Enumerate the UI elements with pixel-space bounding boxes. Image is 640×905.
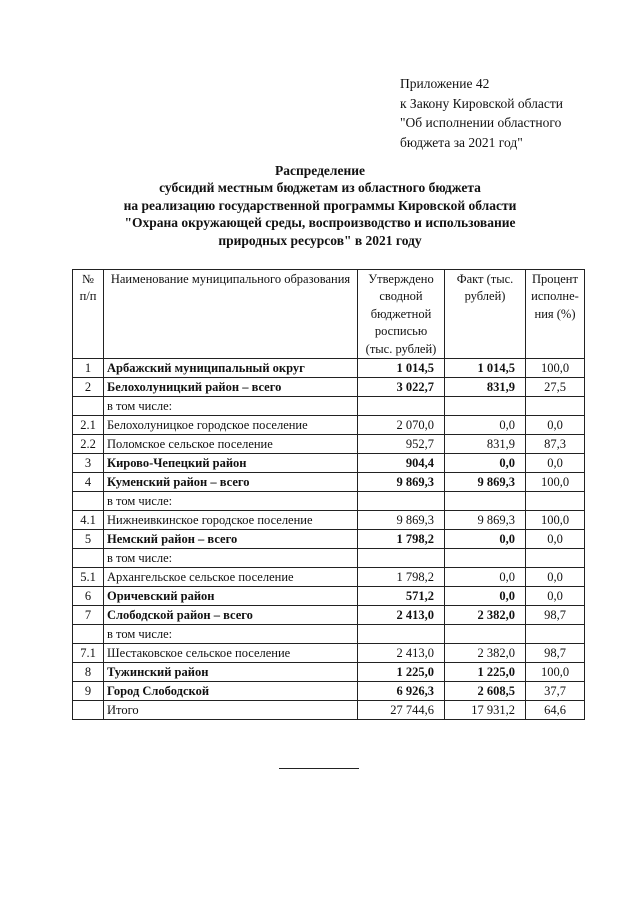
- row-percent-cell: 27,5: [526, 378, 585, 397]
- row-fact-cell: 0,0: [445, 416, 526, 435]
- row-num-cell: 5: [73, 530, 104, 549]
- row-fact-cell: 2 382,0: [445, 606, 526, 625]
- header-percent: Процент исполне-ния (%): [526, 270, 585, 359]
- row-num-cell: [73, 625, 104, 644]
- appendix-line: Приложение 42: [400, 76, 490, 91]
- row-approved-cell: 27 744,6: [358, 701, 445, 720]
- row-num-cell: 7.1: [73, 644, 104, 663]
- row-approved-cell: 1 798,2: [358, 568, 445, 587]
- title-line: природных ресурсов" в 2021 году: [218, 232, 422, 248]
- row-fact-cell: 831,9: [445, 435, 526, 454]
- row-name-cell: в том числе:: [104, 397, 358, 416]
- row-approved-cell: 904,4: [358, 454, 445, 473]
- header-name: Наименование муниципального образования: [104, 270, 358, 359]
- row-percent-cell: 0,0: [526, 530, 585, 549]
- table-row: [73, 416, 585, 435]
- row-approved-cell: [358, 492, 445, 511]
- title-line: на реализацию государственной программы Кировской области: [123, 197, 517, 213]
- bottom-rule: [279, 768, 359, 769]
- table-row: [73, 644, 585, 663]
- row-approved-cell: 2 413,0: [358, 606, 445, 625]
- row-percent-cell: 98,7: [526, 606, 585, 625]
- row-percent-cell: 87,3: [526, 435, 585, 454]
- row-percent-cell: 100,0: [526, 663, 585, 682]
- row-fact-cell: [445, 625, 526, 644]
- row-name-cell: Куменский район – всего: [104, 473, 358, 492]
- row-percent-cell: 0,0: [526, 587, 585, 606]
- row-fact-cell: 0,0: [445, 454, 526, 473]
- appendix-line: бюджета за 2021 год": [400, 134, 523, 150]
- row-num-cell: [73, 549, 104, 568]
- row-percent-cell: [526, 625, 585, 644]
- table-row: [73, 663, 585, 682]
- row-num-cell: 1: [73, 359, 104, 378]
- row-approved-cell: [358, 397, 445, 416]
- row-name-cell: Тужинский район: [104, 663, 358, 682]
- row-num-cell: 4: [73, 473, 104, 492]
- row-fact-cell: 9 869,3: [445, 473, 526, 492]
- row-num-cell: [73, 397, 104, 416]
- row-name-cell: Арбажский муниципальный округ: [104, 359, 358, 378]
- row-num-cell: 9: [73, 682, 104, 701]
- row-fact-cell: 17 931,2: [445, 701, 526, 720]
- table-row: [73, 701, 585, 720]
- table-row: [73, 359, 585, 378]
- row-name-cell: Слободской район – всего: [104, 606, 358, 625]
- header-num: № п/п: [73, 270, 104, 359]
- row-num-cell: 8: [73, 663, 104, 682]
- appendix-block: [400, 74, 563, 152]
- row-num-cell: 2.1: [73, 416, 104, 435]
- row-percent-cell: [526, 492, 585, 511]
- row-percent-cell: 100,0: [526, 359, 585, 378]
- title-line: "Охрана окружающей среды, воспроизводство и использование: [124, 215, 516, 231]
- table-row: [73, 397, 585, 416]
- row-num-cell: [73, 492, 104, 511]
- table-row: [73, 511, 585, 530]
- table-row: [73, 606, 585, 625]
- row-num-cell: [73, 701, 104, 720]
- appendix-line: "Об исполнении областного: [400, 115, 562, 130]
- row-name-cell: Архангельское сельское поселение: [104, 568, 358, 587]
- table-row: [73, 435, 585, 454]
- row-percent-cell: [526, 397, 585, 416]
- table-body: [73, 359, 585, 720]
- table-row: [73, 378, 585, 397]
- row-fact-cell: 0,0: [445, 568, 526, 587]
- table-row: [73, 492, 585, 511]
- row-name-cell: Шестаковское сельское поселение: [104, 644, 358, 663]
- row-fact-cell: 0,0: [445, 587, 526, 606]
- row-percent-cell: 64,6: [526, 701, 585, 720]
- table-row: [73, 454, 585, 473]
- row-name-cell: Белохолуницкое городское поселение: [104, 416, 358, 435]
- row-name-cell: Кирово-Чепецкий район: [104, 454, 358, 473]
- row-approved-cell: 1 014,5: [358, 359, 445, 378]
- row-fact-cell: 2 382,0: [445, 644, 526, 663]
- row-percent-cell: 0,0: [526, 568, 585, 587]
- table-row: [73, 625, 585, 644]
- row-name-cell: Итого: [104, 701, 358, 720]
- row-approved-cell: 1 798,2: [358, 530, 445, 549]
- row-name-cell: в том числе:: [104, 625, 358, 644]
- table-row: [73, 587, 585, 606]
- row-name-cell: Город Слободской: [104, 682, 358, 701]
- header-approved: Утверждено сводной бюджетной росписью (тыс. рублей): [358, 270, 445, 359]
- row-approved-cell: [358, 625, 445, 644]
- row-fact-cell: 2 608,5: [445, 682, 526, 701]
- row-approved-cell: 2 413,0: [358, 644, 445, 663]
- row-num-cell: 6: [73, 587, 104, 606]
- table-row: [73, 549, 585, 568]
- row-approved-cell: 9 869,3: [358, 511, 445, 530]
- row-name-cell: Нижнеивкинское городское поселение: [104, 511, 358, 530]
- row-num-cell: 3: [73, 454, 104, 473]
- row-approved-cell: 571,2: [358, 587, 445, 606]
- title-line: субсидий местным бюджетам из областного бюджета: [159, 180, 481, 196]
- table-row: [73, 568, 585, 587]
- table-row: [73, 682, 585, 701]
- row-num-cell: 4.1: [73, 511, 104, 530]
- table-row: [73, 530, 585, 549]
- row-fact-cell: 1 225,0: [445, 663, 526, 682]
- row-fact-cell: 1 014,5: [445, 359, 526, 378]
- row-percent-cell: 0,0: [526, 416, 585, 435]
- row-approved-cell: 3 022,7: [358, 378, 445, 397]
- row-name-cell: Оричевский район: [104, 587, 358, 606]
- row-num-cell: 2: [73, 378, 104, 397]
- row-num-cell: 2.2: [73, 435, 104, 454]
- row-percent-cell: [526, 549, 585, 568]
- row-fact-cell: 0,0: [445, 530, 526, 549]
- row-percent-cell: 37,7: [526, 682, 585, 701]
- row-approved-cell: 1 225,0: [358, 663, 445, 682]
- appendix-line: к Закону Кировской области: [400, 95, 564, 111]
- table-header-row: [73, 270, 585, 359]
- row-fact-cell: 831,9: [445, 378, 526, 397]
- row-name-cell: Немский район – всего: [104, 530, 358, 549]
- row-percent-cell: 100,0: [526, 473, 585, 492]
- title-line: Распределение: [274, 163, 366, 178]
- row-approved-cell: 2 070,0: [358, 416, 445, 435]
- subsidy-table: [72, 269, 585, 720]
- row-name-cell: Белохолуницкий район – всего: [104, 378, 358, 397]
- row-approved-cell: [358, 549, 445, 568]
- row-approved-cell: 6 926,3: [358, 682, 445, 701]
- row-num-cell: 7: [73, 606, 104, 625]
- row-approved-cell: 9 869,3: [358, 473, 445, 492]
- header-fact: Факт (тыс. рублей): [445, 270, 526, 359]
- row-percent-cell: 100,0: [526, 511, 585, 530]
- row-fact-cell: [445, 492, 526, 511]
- row-name-cell: в том числе:: [104, 492, 358, 511]
- row-num-cell: 5.1: [73, 568, 104, 587]
- row-percent-cell: 0,0: [526, 454, 585, 473]
- row-name-cell: Поломское сельское поселение: [104, 435, 358, 454]
- table-row: [73, 473, 585, 492]
- row-fact-cell: [445, 397, 526, 416]
- row-fact-cell: 9 869,3: [445, 511, 526, 530]
- row-percent-cell: 98,7: [526, 644, 585, 663]
- document-title: [60, 162, 580, 249]
- row-approved-cell: 952,7: [358, 435, 445, 454]
- row-fact-cell: [445, 549, 526, 568]
- row-name-cell: в том числе:: [104, 549, 358, 568]
